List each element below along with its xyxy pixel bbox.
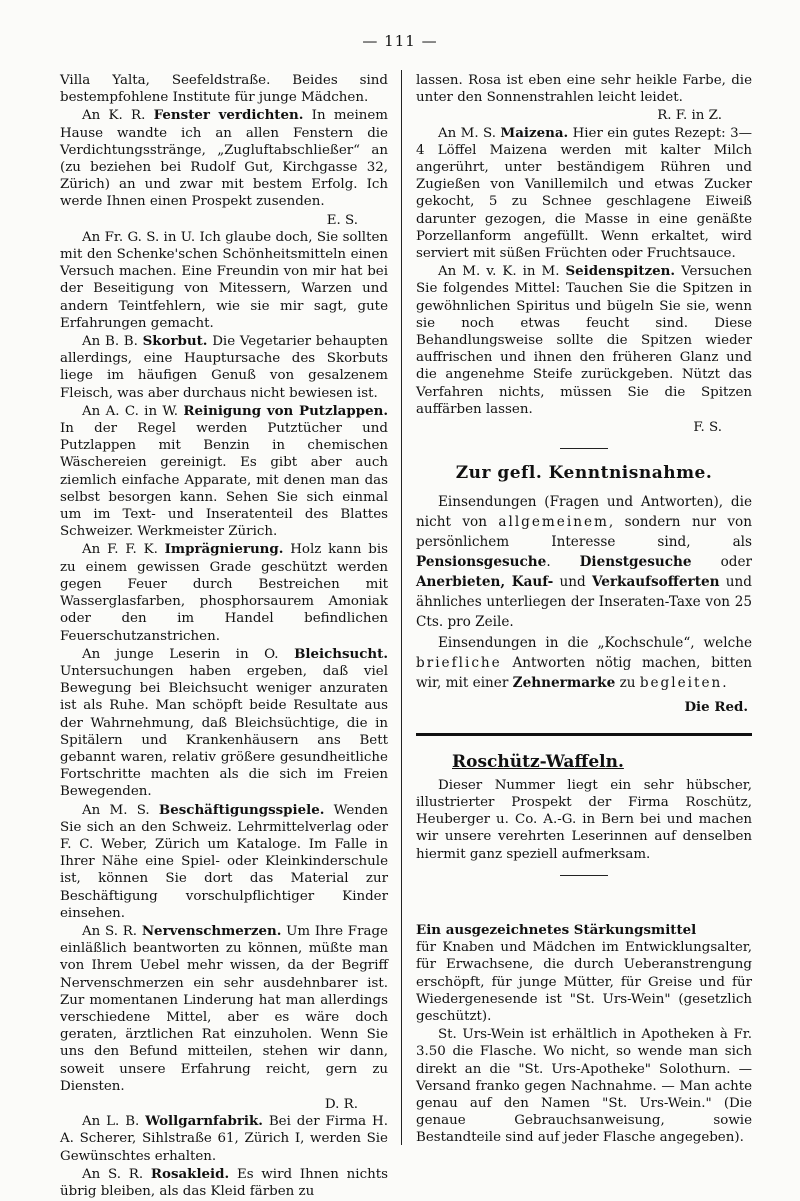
answer-entry [60, 802, 388, 922]
entry-body: Es wird Ihnen nichts übrig bleiben, als das Kleid färben zu [60, 1166, 388, 1199]
notice-text: oder [691, 554, 752, 571]
entry-keyword: Bleichsucht. [294, 645, 388, 662]
notice-text: . [722, 675, 727, 692]
answer-entry [60, 107, 388, 210]
entry-body: Ich glaube doch, Sie sollten mit den Schenke'schen Schönheitsmitteln einen Versuch machen. Eine Freundin von mir hat bei der Beseitigung von Mitessern, Warzen und andern Teintfehlern, wie sie mir sagt, gute Erfahrungen gemacht. [60, 229, 388, 331]
answer-entry [416, 125, 752, 263]
notice-title: Zur gefl. Kenntnisnahme. [455, 463, 713, 484]
entry-body: In der Regel werden Putztücher und Putzlappen mit Benzin in chemischen Wäschereien gereinigt. Es gibt aber auch ziemlich einfache Apparate, mit denen man das selbst besorgen kann. Sehen Sie sich einmal um im Text- und Inseratenteil des Blattes Schweizer. Werkmeister Zürich. [60, 421, 388, 540]
entry-body: Um Ihre Frage einläßlich beantworten zu können, müßte man von Ihrem Uebel mehr wissen, da der Begriff Nervenschmerzen ein sehr ausdehnbarer ist. Zur momentanen Linderung hat man allerdings verschiedene Mittel, aber es wäre doch geraten, ärztlichen Rat einzuholen. Wenn Sie uns den Befund mitteilen, stehen wir dann, soweit unsere Erfahrung reicht, gern zu Diensten. [60, 923, 388, 1094]
entry-body: Untersuchungen haben ergeben, daß viel Bewegung bei Bleichsucht weniger anzuraten ist als Ruhe. Man schöpft beide Resultate aus der Wahrnehmung, daß Bleichsüchtige, die in Spitälern und Krankenhäusern ans Bett gebannt waren, relativ größere gesundheitliche Fortschritte machten als die sich im Freien Bewegenden. [60, 663, 388, 800]
editor-signoff: Die Red. [684, 699, 748, 716]
notice-text: und ähnliches unterliegen der Inseraten-Taxe von 25 Cts. pro Zeile. [416, 574, 752, 631]
entry-signature: F. S. [693, 420, 722, 436]
continued-text: Villa Yalta, Seefeldstraße. Beides sind bestempfohlene Institute für junge Mädchen. [60, 73, 388, 106]
answer-entry [60, 333, 388, 402]
left-column [60, 72, 388, 1201]
notice-paragraph [416, 492, 752, 632]
entry-body: Wenden Sie sich an den Schweiz. Lehrmittelverlag oder F. C. Weber, Zürich um Kataloge. Im Falle in Ihrer Nähe eine Spiel- oder Kleinkinderschule ist, können Sie dort das Material zur Beschäftigung vorschulpflichtiger Kinder einsehen. [60, 802, 388, 921]
entry-addressee: An K. R. [82, 108, 146, 124]
notice-text: . [546, 554, 580, 571]
answer-entry [60, 923, 388, 1095]
notice-text: zu [615, 675, 640, 692]
answer-entry [60, 403, 388, 541]
advert-text: Dieser Nummer liegt ein sehr hübscher, illustrierter Prospekt der Firma Roschütz, Heuberger u. Co. A.-G. in Bern bei und machen wir unsere verehrten Leserinnen auf denselben hiermit ganz speziell aufmerksam. [416, 777, 752, 862]
answer-entry [60, 1113, 388, 1165]
promo-section [416, 922, 752, 1147]
notice-section [416, 465, 752, 716]
section-rule [416, 733, 752, 736]
entry-addressee: An M. S. [82, 802, 150, 818]
continued-text: lassen. Rosa ist eben eine sehr heikle Farbe, die unter den Sonnenstrahlen leicht leidet. [416, 73, 752, 106]
notice-keyword: Dienstgesuche [579, 554, 692, 571]
entry-signature: E. S. [326, 212, 358, 228]
page-number: — 111 — [362, 32, 438, 50]
entry-keyword: Wollgarnfabrik. [145, 1113, 263, 1130]
advert-title: Roschütz-Waffeln. [452, 751, 624, 772]
entry-body: Hier ein gutes Rezept: 3—4 Löffel Maizena werden mit kalter Milch angerührt, unter beständigem Rühren und Zugießen von Vanillemilch und etwas Zucker gekocht, 5 zu Schnee geschlagene Eiweiß darunter gezogen, die Masse in eine genäßte Porzellanform angefüllt. Wenn erkaltet, wird serviert mit süßen Früchten oder Fruchtsauce. [416, 125, 752, 262]
entry-signature: D. R. [324, 1096, 358, 1112]
column-divider [401, 70, 402, 1145]
entry-signature: R. F. in Z. [657, 108, 722, 124]
entry-keyword: Maizena. [500, 124, 569, 141]
entry-addressee: An Fr. G. S. in U. [82, 229, 196, 245]
notice-text: Antworten nötig machen, bitten wir, mit einer [416, 655, 752, 692]
notice-keyword: Zehnermarke [512, 675, 616, 692]
entry-keyword: Nervenschmerzen. [141, 922, 282, 939]
answer-entry [60, 541, 388, 644]
notice-keyword: Anerbieten, Kauf- [416, 574, 554, 591]
entry-keyword: Fenster verdichten. [153, 107, 304, 124]
right-column [416, 72, 752, 1148]
promo-text: für Knaben und Mädchen im Entwicklungsalter, für Erwachsene, die durch Ueberanstrengung erschöpft, für junge Mütter, für Greise und für Wiedergenesende ist "St. Urs-Wein" (gesetzlich geschützt). [416, 940, 752, 1024]
entry-keyword: Reinigung von Putzlappen. [183, 402, 388, 419]
promo-text: St. Urs-Wein ist erhältlich in Apotheken à Fr. 3.50 die Flasche. Wo nicht, so wende man sich direkt an die "St. Urs-Apotheke" Solothurn. — Versand franko gegen Nachnahme. — Man achte genau auf den Namen "St. Urs-Wein." (Die genaue Gebrauchsanweisung, sowie Bestandteile sind auf jeder Flasche angegeben). [416, 1027, 752, 1146]
notice-text: begleiten [639, 675, 723, 692]
entry-body: In meinem Hause wandte ich an allen Fenstern die Verdichtungsstränge, „Zugluftabschließer“ an (zu beziehen bei Rudolf Gut, Kirchgasse 32, Zürich) an und zwar mit bestem Erfolg. Ich werde Ihnen einen Prospekt zusenden. [60, 108, 388, 210]
notice-text: allgemeinem [498, 514, 609, 531]
entry-keyword: Beschäftigungsspiele. [158, 801, 325, 818]
section-divider [560, 875, 608, 876]
notice-text: briefliche [416, 655, 502, 672]
entry-addressee: An M. v. K. in M. [438, 264, 560, 280]
entry-keyword: Skorbut. [142, 333, 208, 350]
notice-text: und [553, 574, 592, 591]
entry-body: Bei der Firma H. A. Scherer, Sihlstraße 61, Zürich I, werden Sie Gewünschtes erhalten. [60, 1114, 388, 1164]
notice-keyword: Pensionsgesuche [416, 554, 547, 571]
entry-addressee: An F. F. K. [82, 542, 158, 558]
entry-addressee: An A. C. in W. [82, 403, 179, 419]
entry-keyword: Rosakleid. [150, 1165, 230, 1182]
entry-addressee: An B. B. [82, 334, 138, 350]
notice-text: Einsendungen in die „Kochschule“, welche [438, 635, 752, 652]
notice-keyword: Verkaufsofferten [591, 574, 720, 591]
entry-keyword: Imprägnierung. [164, 541, 284, 558]
entry-addressee: An S. R. [82, 923, 138, 939]
notice-text: , sondern nur von persönlichem Interesse sind, als [416, 514, 752, 551]
answer-entry [60, 646, 388, 801]
promo-heading: Ein ausgezeichnetes Stärkungsmittel [416, 921, 697, 938]
advert-section [416, 751, 752, 863]
entry-addressee: An M. S. [438, 125, 496, 141]
entry-body: Versuchen Sie folgendes Mittel: Tauchen Sie die Spitzen in gewöhnlichen Spiritus und bügeln Sie sie, wenn sie noch etwas feucht sind. Diese Behandlungsweise sollte die Spitzen wieder auffrischen und ihnen den früheren Glanz und die angenehme Steife zurückgeben. Nützt das Verfahren nichts, müssen Sie die Spitzen auffärben lassen. [416, 264, 752, 417]
entry-keyword: Seidenspitzen. [565, 263, 676, 280]
entry-addressee: An junge Leserin in O. [82, 646, 279, 662]
section-divider [560, 448, 608, 449]
entry-body: Die Vegetarier behaupten allerdings, eine Hauptursache des Skorbuts liege im häufigen Genuß von gesalzenem Fleisch, was aber durchaus nicht bewiesen ist. [60, 334, 388, 401]
answer-entry [60, 229, 388, 332]
notice-text: Einsendungen (Fragen und Antworten), die nicht von [416, 494, 752, 531]
answer-entry [416, 263, 752, 418]
notice-paragraph [416, 633, 752, 693]
entry-addressee: An L. B. [82, 1114, 140, 1130]
entry-addressee: An S. R. [82, 1166, 144, 1182]
answer-entry [60, 1166, 388, 1200]
entry-body: Holz kann bis zu einem gewissen Grade geschützt werden gegen Feuer durch Bestreichen mit Wasserglasfarben, phosphorsaurem Amoniak oder den im Handel befindlichen Feuerschutzanstrichen. [60, 542, 388, 644]
